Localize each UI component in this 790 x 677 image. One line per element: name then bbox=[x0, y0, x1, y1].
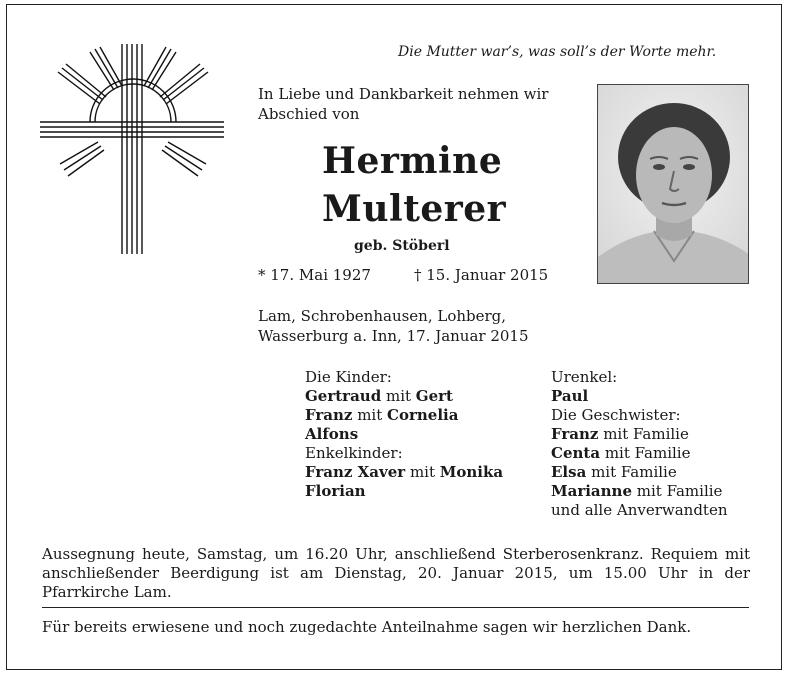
mourner-text: und alle Anverwandten bbox=[551, 501, 728, 519]
deceased-last-name: Multerer bbox=[322, 188, 507, 230]
mourner-text: mit bbox=[405, 463, 440, 481]
mourner-name: Elsa bbox=[551, 463, 587, 481]
mourner-line bbox=[551, 444, 728, 463]
mourner-text: Urenkel: bbox=[551, 368, 618, 386]
mourner-text: Enkelkinder: bbox=[305, 444, 403, 462]
divider bbox=[42, 607, 749, 608]
mourner-line bbox=[305, 463, 503, 482]
intro-text: In Liebe und Dankbarkeit nehmen wir Abschied von bbox=[258, 85, 549, 123]
motto: Die Mutter war’s, was soll’s der Worte mehr. bbox=[398, 44, 717, 60]
deceased-first-name: Hermine bbox=[322, 140, 503, 182]
mourner-line bbox=[551, 387, 728, 406]
mourner-name: Paul bbox=[551, 387, 589, 405]
mourner-text: mit Familie bbox=[586, 463, 677, 481]
mourner-text: Die Geschwister: bbox=[551, 406, 681, 424]
mourner-text: mit Familie bbox=[632, 482, 723, 500]
mourner-line bbox=[551, 501, 728, 520]
mourner-name: Monika bbox=[439, 463, 504, 481]
mourner-name: Gert bbox=[415, 387, 453, 405]
mourner-line bbox=[551, 368, 728, 387]
mourner-name: Franz bbox=[305, 406, 353, 424]
mourner-line bbox=[305, 444, 503, 463]
mourner-line bbox=[551, 482, 728, 501]
mourners-right-column bbox=[551, 368, 728, 520]
mourner-line bbox=[551, 406, 728, 425]
cross-sunburst-icon bbox=[38, 42, 228, 262]
portrait-photo bbox=[597, 84, 749, 284]
mourner-name: Marianne bbox=[551, 482, 632, 500]
mourner-line bbox=[305, 387, 503, 406]
mourner-name: Cornelia bbox=[387, 406, 459, 424]
mourner-line bbox=[551, 425, 728, 444]
mourner-text: mit bbox=[381, 387, 416, 405]
birth-name: geb. Stöberl bbox=[354, 238, 450, 254]
thanks-text: Für bereits erwiesene und noch zugedachte Anteilnahme sagen wir herzlichen Dank. bbox=[42, 618, 692, 636]
mourner-name: Gertraud bbox=[305, 387, 382, 405]
place-date: Lam, Schrobenhausen, Lohberg, Wasserburg a. Inn, 17. Januar 2015 bbox=[258, 307, 529, 345]
mourner-name: Centa bbox=[551, 444, 601, 462]
mourner-text: mit Familie bbox=[600, 444, 691, 462]
mourner-line bbox=[305, 406, 503, 425]
mourner-line bbox=[305, 425, 503, 444]
mourners-left-column bbox=[305, 368, 503, 501]
mourner-name: Alfons bbox=[305, 425, 359, 443]
mourner-line bbox=[551, 463, 728, 482]
mourner-name: Florian bbox=[305, 482, 366, 500]
mourner-line bbox=[305, 482, 503, 501]
mourner-text: mit Familie bbox=[598, 425, 689, 443]
mourner-text: Die Kinder: bbox=[305, 368, 392, 386]
mourner-name: Franz bbox=[551, 425, 599, 443]
mourner-text: mit bbox=[352, 406, 388, 424]
portrait-image bbox=[598, 85, 749, 284]
mourner-name: Franz Xaver bbox=[305, 463, 406, 481]
birth-date: * 17. Mai 1927 bbox=[258, 266, 371, 284]
mourner-line bbox=[305, 368, 503, 387]
funeral-details: Aussegnung heute, Samstag, um 16.20 Uhr, anschließend Sterberosenkranz. Requiem mit anschließender Beerdigung ist am Dienstag, 20. Januar 2015, um 15.00 Uhr in der Pfarrkirche Lam. bbox=[42, 545, 750, 601]
death-date: † 15. Januar 2015 bbox=[414, 266, 549, 284]
